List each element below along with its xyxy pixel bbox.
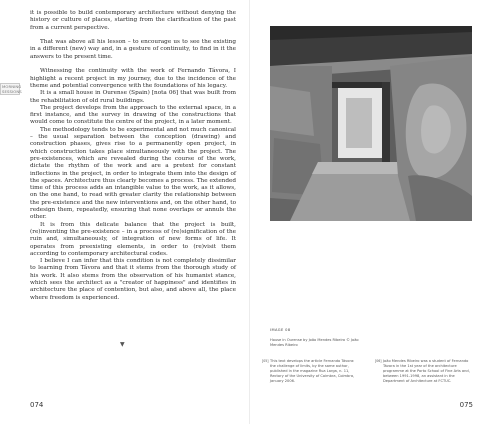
paragraph: The methodology tends to be experimental and not much canonical – the usual separation between the conception (drawing) and construction phases, gives rise to a permanently open project, in which construction takes place simultaneously with the project. The pre-existences, which are revealed during the course of the work, dictate the rhythm of the work and are a pretext for constant inflections in the project, in order to integrate them into the design of the spaces. Architecture thus clearly becomes a process. The extended time of this process adds an intangible value to the work, as it allows, on the one hand, to read with greater clarity the relationship between the pre-existence and the new interventions and, on the other hand, to redesign them, repeatedly, ensuring that none overlaps or annuls the other.	[30, 126, 236, 221]
right-page	[250, 0, 500, 424]
figure-caption: House in Ourense by João Mendes Ribeiro © João Mendes Ribeiro	[270, 338, 359, 347]
page-number: 075	[459, 401, 473, 409]
paragraph: It is a small house in Ourense (Spain) [nota 06] that was built from the rehabilitation of old rural buildings.	[30, 90, 236, 104]
footnote-number: [05]	[262, 359, 269, 363]
paragraph: it is possible to build contemporary architecture without denying the history or culture of places, starting from the clarification of the past from a current perspective.	[30, 10, 236, 31]
paragraph: That was above all his lesson – to encourage us to see the existing in a different (new) way and, in a gesture of continuity, to find in it the answers to the present time.	[30, 39, 236, 60]
footnote-text: This text develops the article Fernando Távora: the challenge of limits, by the same author, published in the magazine Rua Larga, n. 11, Rectory of the University of Coimbra, Coimbra, January 2006.	[270, 359, 355, 383]
figure-label: IMAGE 08	[270, 328, 291, 332]
footnote-number: [06]	[375, 359, 382, 363]
paragraph: I believe I can infer that this condition is not completely dissimilar to learning from Távora and that it stems from the thorough study of his work. It also stems from the observation of his humanist stance, which sees the architect as a "creator of happiness" and identifies in architecture the place of contention, but also, and above all, the place where freedom is experienced.	[30, 258, 236, 301]
paragraph: It is from this delicate balance that the project is built, (re)inventing the pre-existence – in a process of (re)signification of the ruin and, simultaneously, of integration of new forms of life. It operates from preexisting elements, in order to (re)visit them according to contemporary architectural codes.	[30, 221, 236, 257]
paragraph: The project develops from the approach to the external space, in a first instance, and the survey in drawing of the constructions that would come to constitute the centre of the project, in a later moment.	[30, 104, 236, 126]
paragraph: Witnessing the continuity with the work of Fernando Távora, I highlight a recent project in my journey, due to the incidence of the theme and potential convergence with the foundations of his legacy.	[30, 68, 236, 89]
page-number: 074	[30, 401, 44, 409]
footnote	[262, 359, 360, 384]
end-of-text-marker: ▼	[120, 341, 125, 348]
side-note-tab: MORNING SESSIONS	[2, 84, 22, 94]
body-text	[30, 10, 236, 302]
footnote	[375, 359, 473, 384]
footnote-text: João Mendes Ribeiro was a student of Fernando Távora in the 1st year of the architecture programme at the Porto School of Fine Arts and, between 1991-1998, an assistant in the Department of Architecture at FCTUC.	[383, 359, 470, 383]
house-photo	[270, 26, 472, 221]
